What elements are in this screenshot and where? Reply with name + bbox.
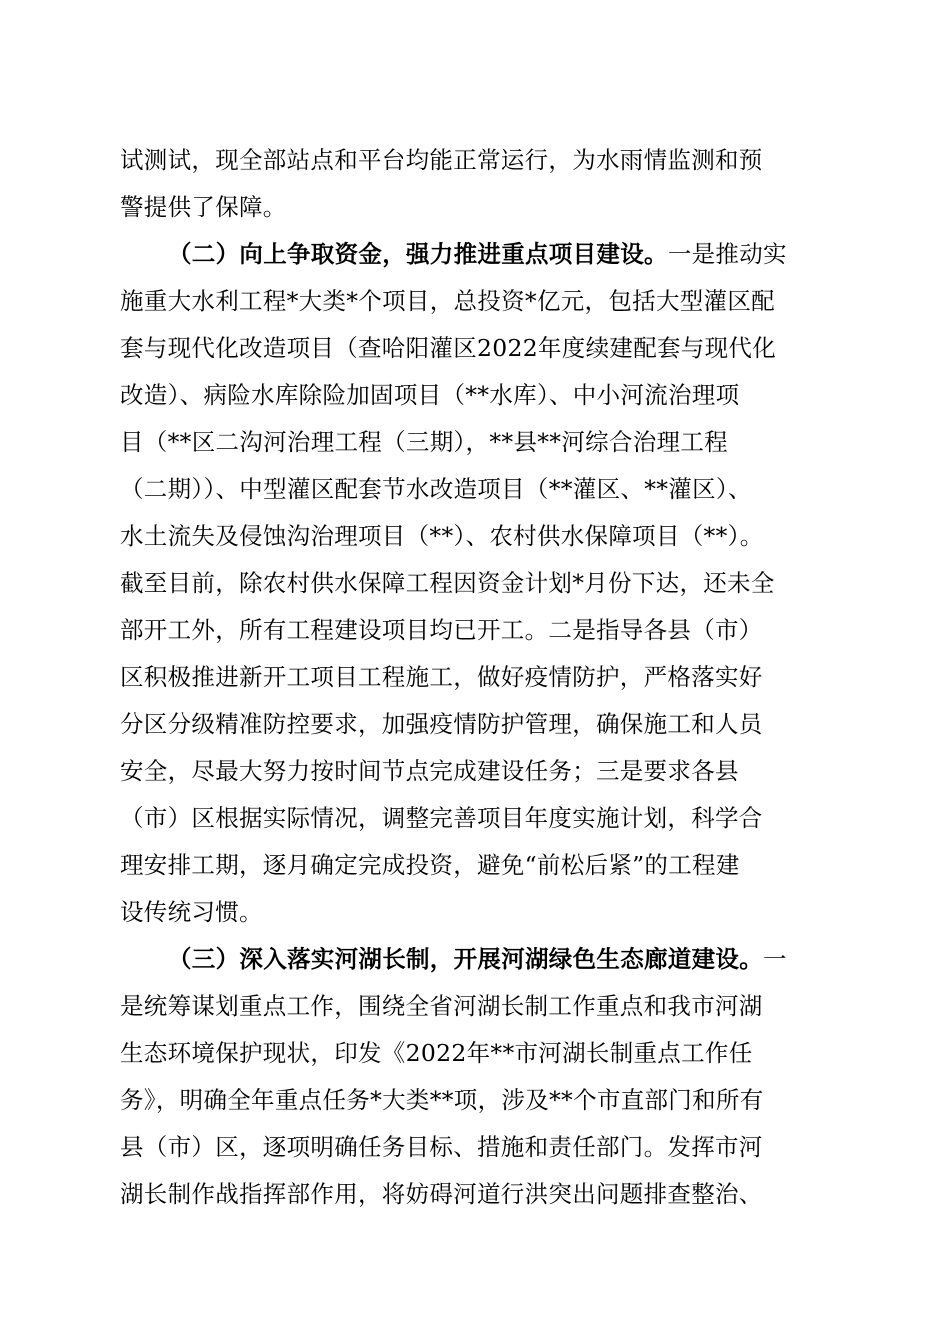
text-line: 分区分级精准防控要求，加强疫情防护管理，确保施工和人员 [120, 710, 763, 738]
text-line: 务》，明确全年重点任务*大类**项，涉及**个市直部门和所有 [120, 1086, 764, 1114]
text-line: 警提供了保障。 [120, 193, 287, 221]
text-line: 部开工外，所有工程建设项目均已开工。二是指导各县（市） [120, 616, 763, 644]
text-line: 施重大水利工程*大类*个项目，总投资*亿元，包括大型灌区配 [120, 287, 775, 315]
text-line: 套与现代化改造项目（查哈阳灌区2022年度续建配套与现代化 [120, 334, 777, 362]
section-2-first-line [168, 234, 787, 274]
text-line: 区积极推进新开工项目工程施工，做好疫情防护，严格落实好 [120, 663, 763, 691]
text-line: 设传统习惯。 [120, 898, 263, 926]
text-line: 改造）、病险水库除险加固项目（**水库）、中小河流治理项 [120, 381, 740, 409]
text-line: 生态环境保护现状，印发《2022年**市河湖长制重点工作任 [120, 1039, 753, 1067]
section-3-heading: （三）深入落实河湖长制，开展河湖绿色生态廊道建设。 [168, 945, 763, 973]
section-3-text: 一 [763, 945, 787, 973]
text-line: 是统筹谋划重点工作，围绕全省河湖长制工作重点和我市河湖 [120, 992, 763, 1020]
text-line: 湖长制作战指挥部作用，将妨碍河道行洪突出问题排查整治、 [120, 1180, 763, 1208]
text-line: 安全，尽最大努力按时间节点完成建设任务；三是要求各县 [120, 757, 739, 785]
text-line: 截至目前，除农村供水保障工程因资金计划*月份下达，还未全 [120, 569, 775, 597]
section-3-first-line [168, 939, 787, 979]
section-2-heading: （二）向上争取资金，强力推进重点项目建设。 [168, 240, 668, 268]
text-line: 目（**区二沟河治理工程（三期），**县**河综合治理工程 [120, 428, 728, 456]
text-line: 县（市）区，逐项明确任务目标、措施和责任部门。发挥市河 [120, 1133, 763, 1161]
text-line: （市）区根据实际情况，调整完善项目年度实施计划，科学合 [120, 804, 763, 832]
text-line: 试测试，现全部站点和平台均能正常运行，为水雨情监测和预 [120, 146, 763, 174]
text-line: 理安排工期，逐月确定完成投资，避免“前松后紧”的工程建 [120, 851, 740, 879]
text-line: （二期））、中型灌区配套节水改造项目（**灌区、**灌区）、 [120, 475, 752, 503]
section-2-text: 一是推动实 [667, 240, 787, 268]
text-line: 水土流失及侵蚀沟治理项目（**）、农村供水保障项目（**）。 [120, 522, 764, 550]
